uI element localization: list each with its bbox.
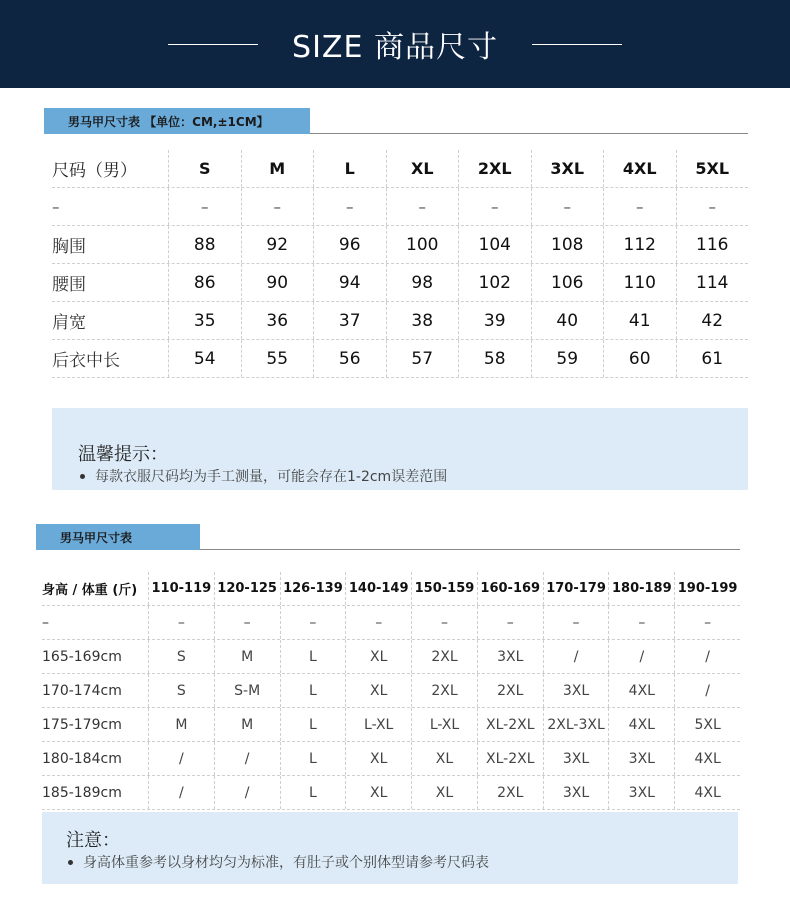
size-table-header-cell: 5XL — [676, 150, 749, 187]
table-cell: M — [214, 640, 280, 673]
table-row — [42, 674, 740, 708]
table-cell: 38 — [386, 302, 459, 339]
bullet-icon — [68, 860, 73, 865]
table-cell: 41 — [603, 302, 676, 339]
note-title: 注意： — [66, 830, 120, 851]
section2-rule — [200, 549, 740, 550]
size-table-header-cell: 4XL — [603, 150, 676, 187]
table-cell: / — [214, 776, 280, 809]
table-cell: 3XL — [608, 742, 674, 775]
table-cell: 57 — [386, 340, 459, 377]
size-table-header-cell: L — [313, 150, 386, 187]
height-weight-header-cell: 180-189 — [608, 572, 674, 605]
row-label: 胸围 — [52, 237, 86, 257]
row-label: 肩宽 — [52, 313, 86, 333]
table-cell: XL — [411, 742, 477, 775]
bullet-icon — [80, 474, 85, 479]
table-cell: 61 — [676, 340, 749, 377]
section1-label: 男马甲尺寸表 【单位：CM,±1CM】 — [44, 108, 310, 134]
table-cell: XL — [345, 640, 411, 673]
table-cell: XL-2XL — [477, 742, 543, 775]
table-cell: 3XL — [543, 742, 609, 775]
table-cell: 100 — [386, 226, 459, 263]
table-cell: – — [386, 188, 459, 225]
row-label: 170-174cm — [42, 682, 122, 699]
table-cell: 102 — [458, 264, 531, 301]
table-cell: 88 — [168, 226, 241, 263]
table-cell: L — [280, 776, 346, 809]
table-cell: – — [458, 188, 531, 225]
tip-text — [80, 466, 447, 486]
size-table-header-cell: 尺码（男） — [52, 161, 137, 181]
table-cell: – — [411, 606, 477, 639]
table-cell: 3XL — [477, 640, 543, 673]
table-cell: L-XL — [411, 708, 477, 741]
table-cell: 4XL — [608, 674, 674, 707]
header-banner — [0, 0, 790, 88]
height-weight-header-cell: 160-169 — [477, 572, 543, 605]
table-cell: – — [280, 606, 346, 639]
table-cell: – — [214, 606, 280, 639]
table-cell: 116 — [676, 226, 749, 263]
table-row — [52, 340, 748, 378]
table-cell: – — [531, 188, 604, 225]
height-weight-header-row — [42, 572, 740, 606]
table-row — [42, 640, 740, 674]
table-cell: 112 — [603, 226, 676, 263]
table-cell: – — [603, 188, 676, 225]
table-cell: 56 — [313, 340, 386, 377]
table-cell: 96 — [313, 226, 386, 263]
table-cell: – — [52, 197, 60, 216]
row-label: 175-179cm — [42, 716, 122, 733]
table-cell: 4XL — [674, 776, 740, 809]
table-cell: 2XL — [477, 674, 543, 707]
table-cell: 114 — [676, 264, 749, 301]
height-weight-header-cell: 126-139 — [280, 572, 346, 605]
table-cell: / — [674, 640, 740, 673]
table-cell: 39 — [458, 302, 531, 339]
size-table-header-cell: M — [241, 150, 314, 187]
size-table — [52, 150, 748, 378]
size-table-dash-row — [52, 188, 748, 226]
banner-left-line — [168, 44, 258, 45]
tip-title: 温馨提示： — [78, 444, 168, 465]
table-cell: 2XL-3XL — [543, 708, 609, 741]
table-cell: – — [313, 188, 386, 225]
section1-rule — [310, 133, 748, 134]
size-table-header-cell: XL — [386, 150, 459, 187]
table-cell: 2XL — [477, 776, 543, 809]
table-cell: XL — [345, 742, 411, 775]
row-label: 腰围 — [52, 275, 86, 295]
table-cell: L — [280, 640, 346, 673]
table-cell: 106 — [531, 264, 604, 301]
height-weight-header-cell: 110-119 — [148, 572, 214, 605]
table-cell: 35 — [168, 302, 241, 339]
table-cell: – — [241, 188, 314, 225]
table-cell: 5XL — [674, 708, 740, 741]
size-table-header-cell: S — [168, 150, 241, 187]
table-cell: 2XL — [411, 674, 477, 707]
table-cell: – — [477, 606, 543, 639]
row-label: 180-184cm — [42, 750, 122, 767]
note-box — [42, 812, 738, 884]
tip-text-content: 每款衣服尺码均为手工测量，可能会存在1-2cm误差范围 — [95, 469, 448, 485]
table-cell: M — [214, 708, 280, 741]
note-text-content: 身高体重参考以身材均匀为标准，有肚子或个别体型请参考尺码表 — [83, 855, 489, 871]
row-label: 185-189cm — [42, 784, 122, 801]
height-weight-table — [42, 572, 740, 810]
note-text — [68, 852, 489, 872]
table-cell: – — [42, 614, 49, 631]
table-cell: / — [148, 776, 214, 809]
table-cell: 94 — [313, 264, 386, 301]
table-cell: L — [280, 674, 346, 707]
table-cell: 104 — [458, 226, 531, 263]
table-cell: 4XL — [674, 742, 740, 775]
table-cell: 86 — [168, 264, 241, 301]
table-cell: 55 — [241, 340, 314, 377]
table-row — [52, 226, 748, 264]
table-cell: S — [148, 640, 214, 673]
row-label: 165-169cm — [42, 648, 122, 665]
size-table-header-cell: 3XL — [531, 150, 604, 187]
table-cell: 98 — [386, 264, 459, 301]
table-cell: – — [345, 606, 411, 639]
table-cell: XL-2XL — [477, 708, 543, 741]
table-cell: 90 — [241, 264, 314, 301]
table-cell: XL — [411, 776, 477, 809]
height-weight-header-cell: 150-159 — [411, 572, 477, 605]
table-row — [42, 708, 740, 742]
table-cell: 3XL — [543, 674, 609, 707]
table-cell: 36 — [241, 302, 314, 339]
height-weight-header-cell: 120-125 — [214, 572, 280, 605]
table-cell: XL — [345, 674, 411, 707]
table-cell: – — [674, 606, 740, 639]
table-cell: 54 — [168, 340, 241, 377]
table-cell: 4XL — [608, 708, 674, 741]
table-cell: 3XL — [608, 776, 674, 809]
table-cell: / — [148, 742, 214, 775]
table-cell: – — [543, 606, 609, 639]
row-label: 后衣中长 — [52, 351, 120, 371]
page-title: SIZE 商品尺寸 — [292, 30, 498, 65]
height-weight-header-cell: 190-199 — [674, 572, 740, 605]
table-cell: L — [280, 742, 346, 775]
table-cell: 110 — [603, 264, 676, 301]
table-cell: – — [168, 188, 241, 225]
table-cell: – — [148, 606, 214, 639]
table-cell: / — [214, 742, 280, 775]
table-cell: 59 — [531, 340, 604, 377]
table-cell: 2XL — [411, 640, 477, 673]
table-cell: – — [608, 606, 674, 639]
table-cell: XL — [345, 776, 411, 809]
height-weight-header-cell: 170-179 — [543, 572, 609, 605]
table-cell: S — [148, 674, 214, 707]
height-weight-dash-row — [42, 606, 740, 640]
table-row — [52, 302, 748, 340]
table-cell: 108 — [531, 226, 604, 263]
table-cell: 60 — [603, 340, 676, 377]
table-cell: L-XL — [345, 708, 411, 741]
table-cell: / — [608, 640, 674, 673]
size-table-header-row — [52, 150, 748, 188]
height-weight-header-cell: 身高 / 体重 (斤) — [42, 583, 138, 598]
size-table-header-cell: 2XL — [458, 150, 531, 187]
table-cell: 3XL — [543, 776, 609, 809]
table-cell: L — [280, 708, 346, 741]
table-cell: 42 — [676, 302, 749, 339]
table-cell: – — [676, 188, 749, 225]
height-weight-header-cell: 140-149 — [345, 572, 411, 605]
table-cell: / — [674, 674, 740, 707]
table-cell: 92 — [241, 226, 314, 263]
table-cell: 40 — [531, 302, 604, 339]
table-cell: 58 — [458, 340, 531, 377]
table-cell: 37 — [313, 302, 386, 339]
table-cell: / — [543, 640, 609, 673]
section2-label: 男马甲尺寸表 — [36, 524, 200, 550]
table-cell: M — [148, 708, 214, 741]
table-row — [52, 264, 748, 302]
table-cell: S-M — [214, 674, 280, 707]
banner-right-line — [532, 44, 622, 45]
table-row — [42, 742, 740, 776]
table-row — [42, 776, 740, 810]
